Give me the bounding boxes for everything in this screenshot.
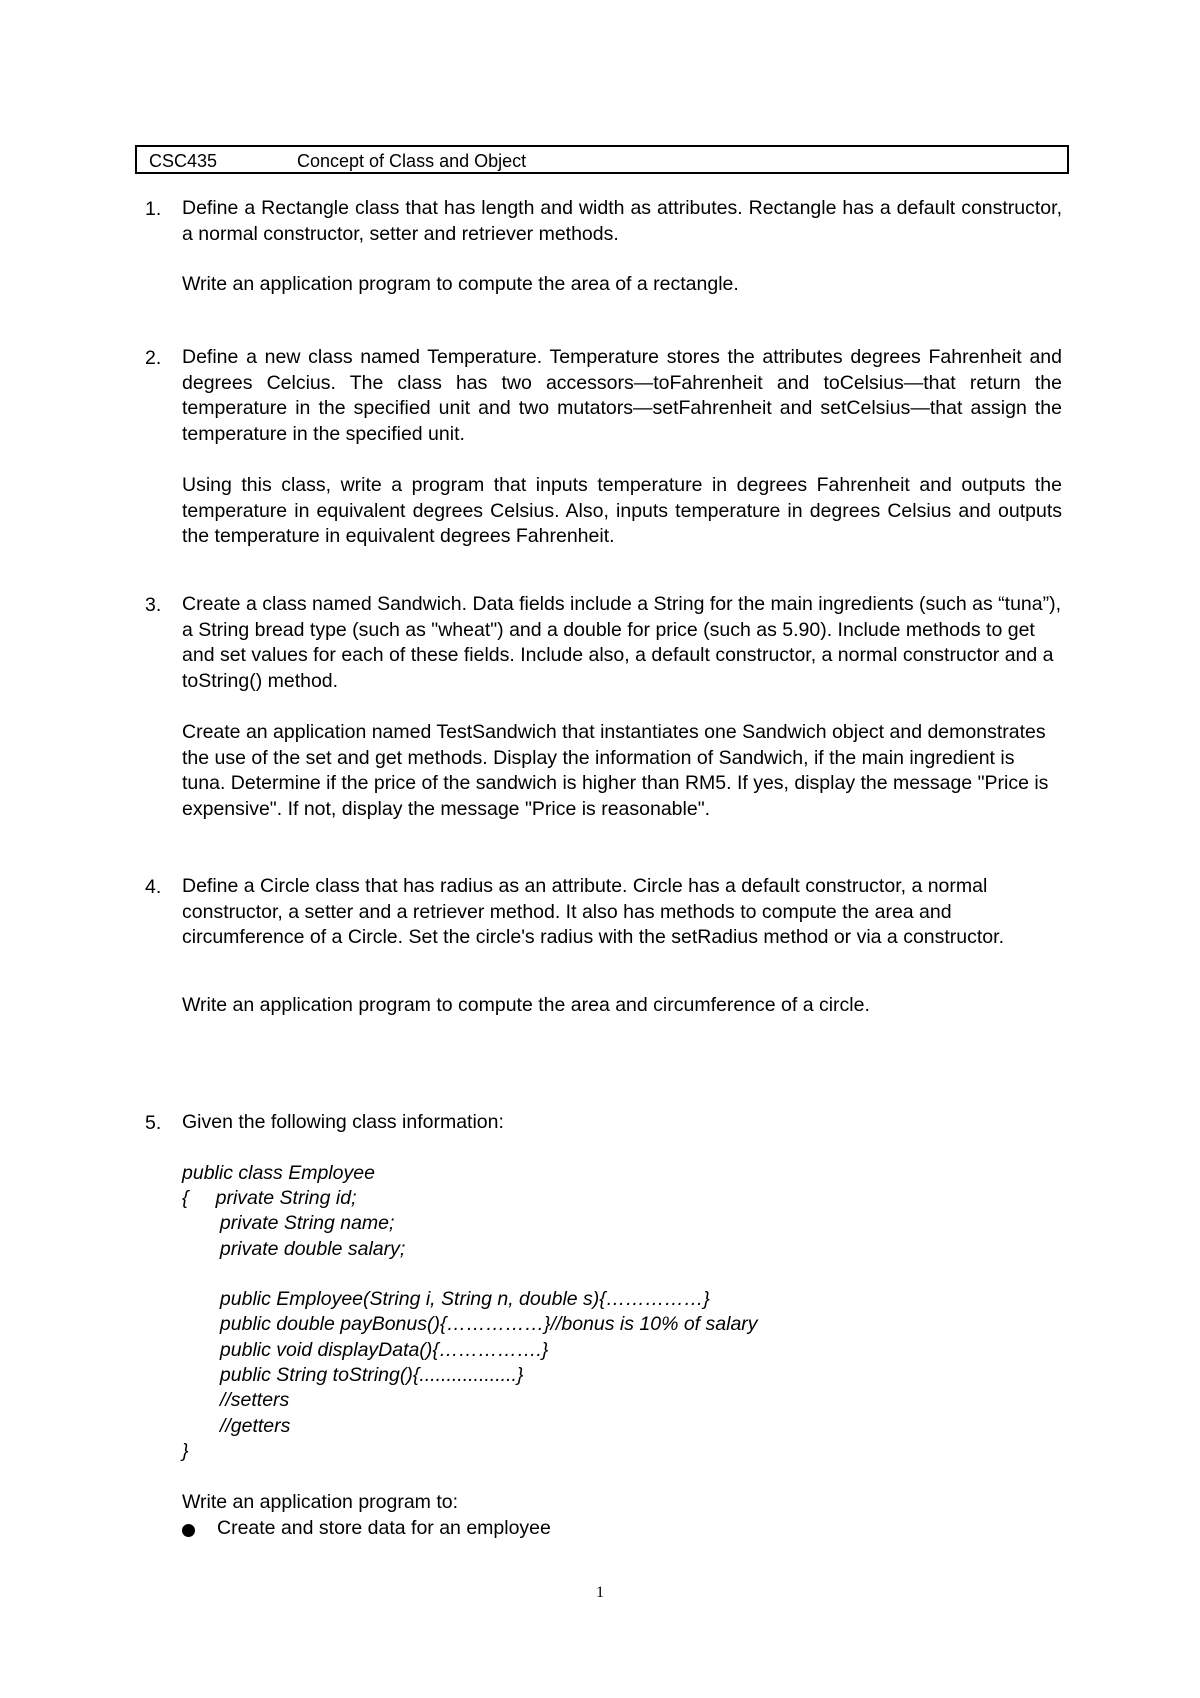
question-text: Write an application program to compute the area of a rectangle. xyxy=(182,273,739,296)
question-text: Using this class, write a program that inputs temperature in degrees Fahrenheit and outputs the temperature in equivalent degrees Celsius. Also, inputs temperature in degrees Celsius and outputs the temperature in equivalent degrees Fahrenheit. xyxy=(182,473,1062,548)
document-title: Concept of Class and Object xyxy=(297,151,527,171)
code-line: public double payBonus(){……………}//bonus is 10% of salary xyxy=(182,1313,758,1336)
question-text: Define a new class named Temperature. Temperature stores the attributes degrees Fahrenheit and degrees Celcius. The class has two accessors—toFahrenheit and toCelsius—that return the temperature in the specified unit and two mutators—setFahrenheit and setCelsius—that assign the temperature in the specified unit. xyxy=(182,346,1062,446)
code-line: { private String id; xyxy=(182,1187,357,1209)
code-line: public Employee(String i, String n, double s){……………} xyxy=(182,1288,710,1311)
course-code: CSC435 xyxy=(149,151,218,171)
code-line: //getters xyxy=(182,1414,291,1437)
code-line: public String toString(){..................} xyxy=(182,1364,524,1387)
question-number: 1. xyxy=(145,198,162,220)
code-block xyxy=(182,1161,1062,1465)
code-line: public class Employee xyxy=(182,1161,375,1184)
code-line: } xyxy=(182,1439,189,1462)
bullet-text: Create and store data for an employee xyxy=(217,1516,551,1539)
task-intro: Write an application program to: xyxy=(182,1491,459,1514)
question-number: 4. xyxy=(145,876,162,898)
code-line: private String name; xyxy=(182,1212,395,1235)
question-text: Define a Circle class that has radius as an attribute. Circle has a default constructor, a normal constructor, a setter and a retriever method. It also has methods to compute the area and circumference of a Circle. Set the circle's radius with the setRadius method or via a constructor. xyxy=(182,875,1004,949)
question-number: 3. xyxy=(145,594,162,616)
code-line: //setters xyxy=(182,1389,290,1412)
header-box xyxy=(135,145,1069,174)
question-text: Create a class named Sandwich. Data fields include a String for the main ingredients (such as “tuna”), a String bread type (such as "wheat") and a double for price (such as 5.90). Include methods to get and set values for each of these fields. Include also, a default constructor, a normal constructor and a toString() method. xyxy=(182,593,1062,693)
question-text: Write an application program to compute the area and circumference of a circle. xyxy=(182,994,870,1017)
bullet-item xyxy=(145,1516,1062,1542)
code-line: private double salary; xyxy=(182,1237,406,1260)
question-number: 2. xyxy=(145,347,162,369)
question-text: Define a Rectangle class that has length and width as attributes. Rectangle has a default constructor, a normal constructor, setter and retriever methods. xyxy=(182,197,1062,245)
question-intro: Given the following class information: xyxy=(182,1111,504,1133)
question-text: Create an application named TestSandwich that instantiates one Sandwich object and demonstrates the use of the set and get methods. Display the information of Sandwich, if the main ingredient is tuna. Determine if the price of the sandwich is higher than RM5. If yes, display the message "Price is expensive". If not, display the message "Price is reasonable". xyxy=(182,720,1049,820)
code-line: public void displayData(){…………….} xyxy=(182,1338,549,1361)
code-line xyxy=(182,1262,1062,1287)
question-number: 5. xyxy=(145,1112,162,1134)
bullet-icon xyxy=(182,1524,195,1537)
page-number: 1 xyxy=(596,1584,604,1601)
